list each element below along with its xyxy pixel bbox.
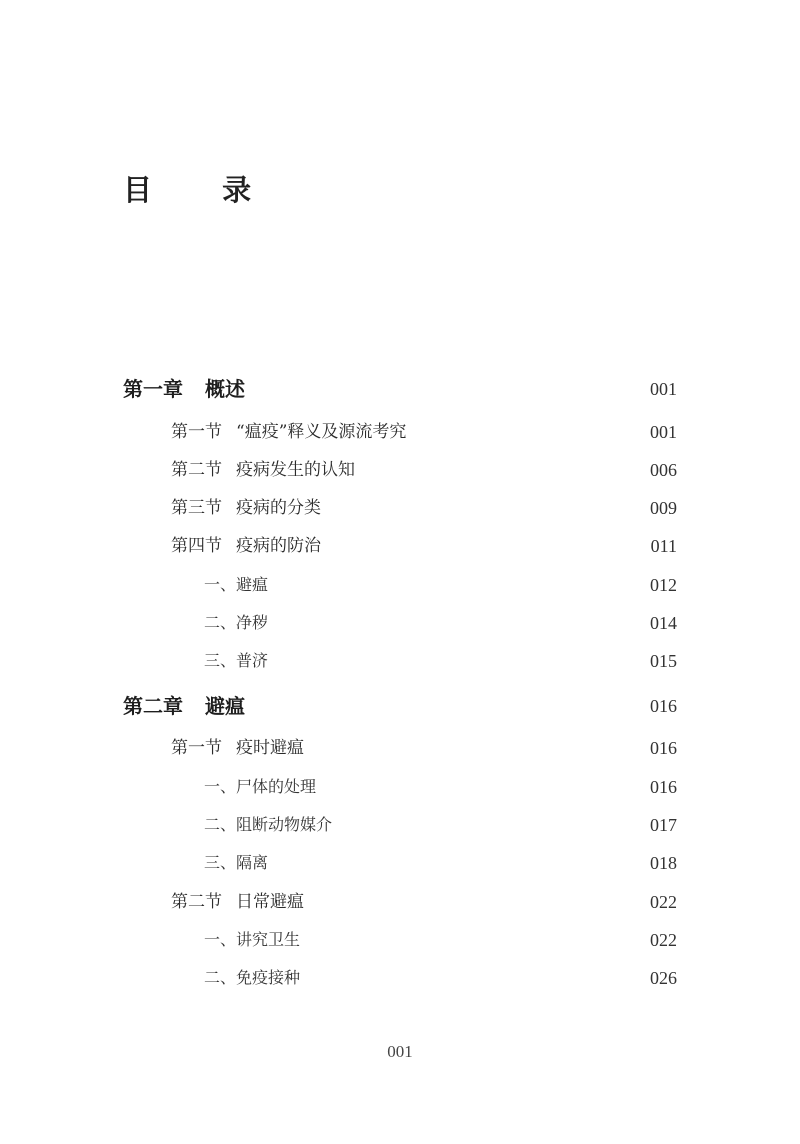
toc-entry-title: 讲究卫生 (236, 930, 301, 949)
toc-entry-page: 009 (650, 498, 677, 518)
toc-entry-label (204, 810, 332, 840)
toc-entry-label (204, 848, 268, 878)
toc-entry-label (204, 925, 300, 955)
toc-entry-title: 疫时避瘟 (236, 738, 304, 758)
toc-entry-item-1-4-3[interactable] (0, 646, 800, 676)
toc-entry-label (171, 417, 406, 447)
page-number: 001 (387, 1042, 413, 1061)
toc-entry-label (171, 493, 321, 523)
toc-entry-page: 022 (650, 892, 677, 912)
toc-entry-title: 避瘟 (236, 575, 269, 594)
toc-entry-title: 日常避瘟 (236, 892, 304, 912)
toc-entry-label (204, 963, 300, 993)
toc-entry-label (171, 733, 304, 763)
toc-entry-title: 疫病的防治 (236, 536, 321, 556)
toc-entry-page: 017 (650, 815, 677, 835)
toc-entry-number: 二、 (204, 613, 237, 632)
toc-entry-label (171, 887, 304, 917)
toc-entry-number: 一、 (204, 930, 237, 949)
toc-entry-section-1-4[interactable] (0, 531, 800, 561)
toc-entry-title: “瘟疫”释义及源流考究 (236, 422, 407, 442)
toc-entry-page: 016 (650, 738, 677, 758)
toc-entry-number: 第三节 (171, 498, 222, 518)
toc-entry-page: 011 (650, 536, 677, 556)
toc-entry-page: 012 (650, 575, 677, 595)
toc-entry-title: 普济 (236, 651, 269, 670)
toc-entry-section-1-1[interactable] (0, 417, 800, 447)
toc-entry-label (123, 374, 245, 404)
toc-entry-label (171, 455, 355, 485)
toc-entry-number: 第四节 (171, 536, 222, 556)
toc-entry-chapter-1[interactable] (0, 374, 800, 404)
toc-entry-label (204, 608, 268, 638)
toc-entry-number: 第一章 (123, 377, 183, 401)
toc-entry-number: 三、 (204, 651, 237, 670)
toc-entry-item-1-4-1[interactable] (0, 570, 800, 600)
toc-entry-item-2-2-2[interactable] (0, 963, 800, 993)
toc-entry-title: 疫病的分类 (236, 498, 321, 518)
toc-entry-number: 一、 (204, 575, 237, 594)
toc-entry-title: 疫病发生的认知 (236, 460, 355, 480)
toc-entry-page: 001 (650, 422, 677, 442)
toc-entry-chapter-2[interactable] (0, 691, 800, 721)
toc-entry-label (204, 570, 268, 600)
toc-entry-title: 免疫接种 (236, 968, 301, 987)
toc-entry-item-2-1-1[interactable] (0, 772, 800, 802)
toc-entry-label (171, 531, 321, 561)
page-title: 目 录 (123, 173, 282, 207)
toc-entry-number: 第一节 (171, 738, 222, 758)
toc-entry-item-2-1-2[interactable] (0, 810, 800, 840)
toc-entry-page: 001 (650, 379, 677, 399)
toc-entry-item-2-1-3[interactable] (0, 848, 800, 878)
toc-entry-label (123, 691, 245, 721)
toc-entry-page: 006 (650, 460, 677, 480)
toc-entry-item-2-2-1[interactable] (0, 925, 800, 955)
toc-entry-number: 第二章 (123, 694, 183, 718)
toc-entry-page: 016 (650, 777, 677, 797)
toc-entry-page: 026 (650, 968, 677, 988)
toc-entry-title: 概述 (205, 377, 245, 401)
toc-entry-section-1-2[interactable] (0, 455, 800, 485)
toc-entry-title: 尸体的处理 (236, 777, 317, 796)
toc-entry-number: 三、 (204, 853, 237, 872)
toc-entry-label (204, 772, 316, 802)
toc-entry-page: 018 (650, 853, 677, 873)
toc-entry-item-1-4-2[interactable] (0, 608, 800, 638)
toc-entry-page: 015 (650, 651, 677, 671)
toc-entry-number: 二、 (204, 968, 237, 987)
toc-entry-page: 022 (650, 930, 677, 950)
toc-entry-number: 一、 (204, 777, 237, 796)
toc-entry-number: 第二节 (171, 892, 222, 912)
toc-entry-page: 014 (650, 613, 677, 633)
toc-entry-title: 阻断动物媒介 (236, 815, 333, 834)
toc-entry-label (204, 646, 268, 676)
toc-entry-number: 二、 (204, 815, 237, 834)
toc-entry-number: 第二节 (171, 460, 222, 480)
toc-entry-section-2-2[interactable] (0, 887, 800, 917)
toc-entry-title: 避瘟 (205, 694, 245, 718)
toc-entry-section-1-3[interactable] (0, 493, 800, 523)
toc-entry-title: 隔离 (236, 853, 269, 872)
toc-entry-title: 净秽 (236, 613, 269, 632)
toc-entry-number: 第一节 (171, 422, 222, 442)
toc-entry-page: 016 (650, 696, 677, 716)
toc-entry-section-2-1[interactable] (0, 733, 800, 763)
